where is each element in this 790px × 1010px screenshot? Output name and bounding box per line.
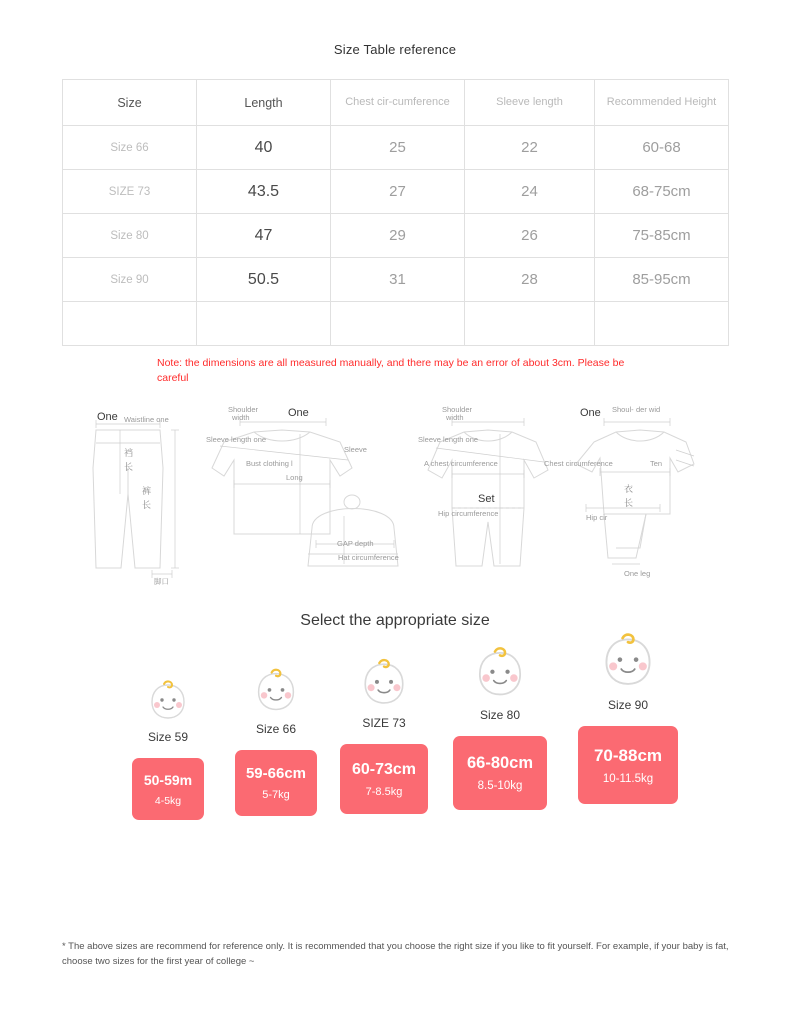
short-hip-label: Hip cir (586, 513, 608, 523)
pants-length-cn-label: 长 (124, 462, 134, 473)
table-row (63, 126, 729, 170)
pants-waistline-label: Waistline one (124, 415, 169, 425)
cell-length: 47 (197, 214, 331, 258)
size-selector (0, 638, 790, 848)
footnote: * The above sizes are recommend for reference only. It is recommended that you choose the right size if you like to fit yourself. For example, if your baby is fat, choose two sizes for the first year of college ~ (62, 941, 729, 967)
measurement-note: Note: the dimensions are all measured manually, and there may be an error of about 3cm. Please be careful (157, 357, 625, 385)
table-row-empty (63, 302, 729, 346)
size-range: 50-59m (143, 771, 193, 788)
baby-face-icon (597, 630, 659, 692)
pants-trouser-cn-label-2: 长 (142, 500, 152, 511)
baby-face-icon (145, 678, 191, 724)
size-option-59[interactable] (108, 678, 228, 820)
baby-face-icon (471, 644, 529, 702)
pants-foot-label: 脚口 (154, 577, 169, 587)
size-pill[interactable] (578, 726, 678, 804)
size-label: Size 66 (255, 722, 297, 737)
top-long-label: Long (286, 473, 303, 483)
top-bust-label: Bust clothing l (246, 459, 293, 469)
size-weight: 10-11.5kg (602, 772, 654, 785)
select-size-title: Select the appropriate size (300, 612, 490, 630)
top-sleeve-right-label: Sleeve (344, 445, 367, 455)
header-length: Length (197, 80, 331, 126)
top-shoulder-label: Shoulder (228, 405, 259, 415)
baby-face-icon (357, 656, 411, 710)
pants-trouser-cn-label-1: 裤 (142, 486, 152, 497)
short-leg-label: One leg (624, 569, 651, 579)
cell-empty (465, 302, 595, 346)
size-table-container (62, 79, 728, 346)
cell-height: 75-85cm (595, 214, 729, 258)
cell-length: 43.5 (197, 170, 331, 214)
hat-circ-label: Hat circumference (338, 553, 399, 563)
cell-height: 85-95cm (595, 258, 729, 302)
cell-empty (331, 302, 465, 346)
short-chest-label: Chest circumference (544, 459, 613, 469)
diagram-top (206, 405, 367, 534)
top-sleeve-label: Sleeve length one (206, 435, 267, 445)
size-table-header (63, 80, 729, 126)
romper-chest-label: A chest circumference (424, 459, 498, 469)
cell-chest: 27 (331, 170, 465, 214)
size-option-90[interactable] (568, 630, 688, 804)
size-label: Size 80 (479, 708, 521, 723)
cell-height: 60-68 (595, 126, 729, 170)
diagram-short-romper (544, 405, 694, 578)
size-weight: 5-7kg (262, 789, 290, 802)
cell-empty (595, 302, 729, 346)
pants-one-label: One (97, 411, 118, 424)
size-range: 66-80cm (466, 754, 534, 773)
top-width-label: width (232, 413, 250, 423)
size-pill[interactable] (340, 744, 428, 814)
size-table-body (63, 126, 729, 346)
cell-size: Size 66 (63, 126, 197, 170)
top-one-label: One (288, 407, 309, 420)
size-label: Size 90 (607, 698, 649, 713)
short-width-label: der wid (636, 405, 661, 415)
diagram-pants (93, 411, 179, 586)
romper-shoulder-label: Shoulder (442, 405, 473, 415)
table-header-row (63, 80, 729, 126)
short-cn-label-2: 长 (624, 498, 634, 509)
cell-chest: 25 (331, 126, 465, 170)
size-pill[interactable] (453, 736, 547, 810)
size-option-66[interactable] (216, 666, 336, 816)
cell-size: SIZE 73 (63, 170, 197, 214)
header-height: Recommended Height (595, 80, 729, 126)
size-range: 70-88cm (593, 745, 663, 765)
short-shoulder-label: Shoul- (612, 405, 634, 415)
diagram-hat (308, 495, 399, 566)
cell-chest: 31 (331, 258, 465, 302)
page-title: Size Table reference (333, 42, 457, 57)
size-range: 60-73cm (351, 760, 417, 778)
cell-size: Size 80 (63, 214, 197, 258)
cell-length: 50.5 (197, 258, 331, 302)
diagram-romper (418, 405, 548, 566)
size-table (62, 79, 729, 346)
cell-size: Size 90 (63, 258, 197, 302)
table-row (63, 170, 729, 214)
hat-gap-label: GAP depth (337, 539, 374, 549)
cell-sleeve: 22 (465, 126, 595, 170)
baby-face-icon (251, 666, 301, 716)
pants-crotch-label: 裆 (124, 448, 134, 459)
cell-sleeve: 24 (465, 170, 595, 214)
size-label: SIZE 73 (362, 716, 406, 731)
size-label: Size 59 (147, 730, 189, 745)
header-size: Size (63, 80, 197, 126)
table-row (63, 258, 729, 302)
size-option-80[interactable] (440, 644, 560, 810)
cell-sleeve: 28 (465, 258, 595, 302)
size-range: 59-66cm (245, 765, 307, 783)
cell-length: 40 (197, 126, 331, 170)
size-weight: 8.5-10kg (477, 780, 523, 793)
short-ten-label: Ten (650, 459, 663, 469)
size-pill[interactable] (132, 758, 204, 820)
cell-height: 68-75cm (595, 170, 729, 214)
table-row (63, 214, 729, 258)
size-pill[interactable] (235, 750, 317, 816)
garment-diagrams (0, 398, 790, 598)
romper-hip-label: Hip circumference (438, 509, 499, 519)
short-one-label: One (580, 407, 601, 420)
romper-width-label: width (446, 413, 464, 423)
short-cn-label-1: 衣 (624, 484, 634, 495)
romper-sleeve-label: Sleeve length one (418, 435, 479, 445)
cell-empty (197, 302, 331, 346)
cell-sleeve: 26 (465, 214, 595, 258)
size-weight: 7-8.5kg (365, 785, 403, 798)
header-chest: Chest cir-cumference (331, 80, 465, 126)
romper-set-label: Set (478, 493, 495, 506)
garment-diagram-svg (0, 398, 790, 598)
cell-empty (63, 302, 197, 346)
cell-chest: 29 (331, 214, 465, 258)
size-weight: 4-5kg (154, 794, 182, 807)
header-sleeve: Sleeve length (465, 80, 595, 126)
size-option-73[interactable] (324, 656, 444, 814)
